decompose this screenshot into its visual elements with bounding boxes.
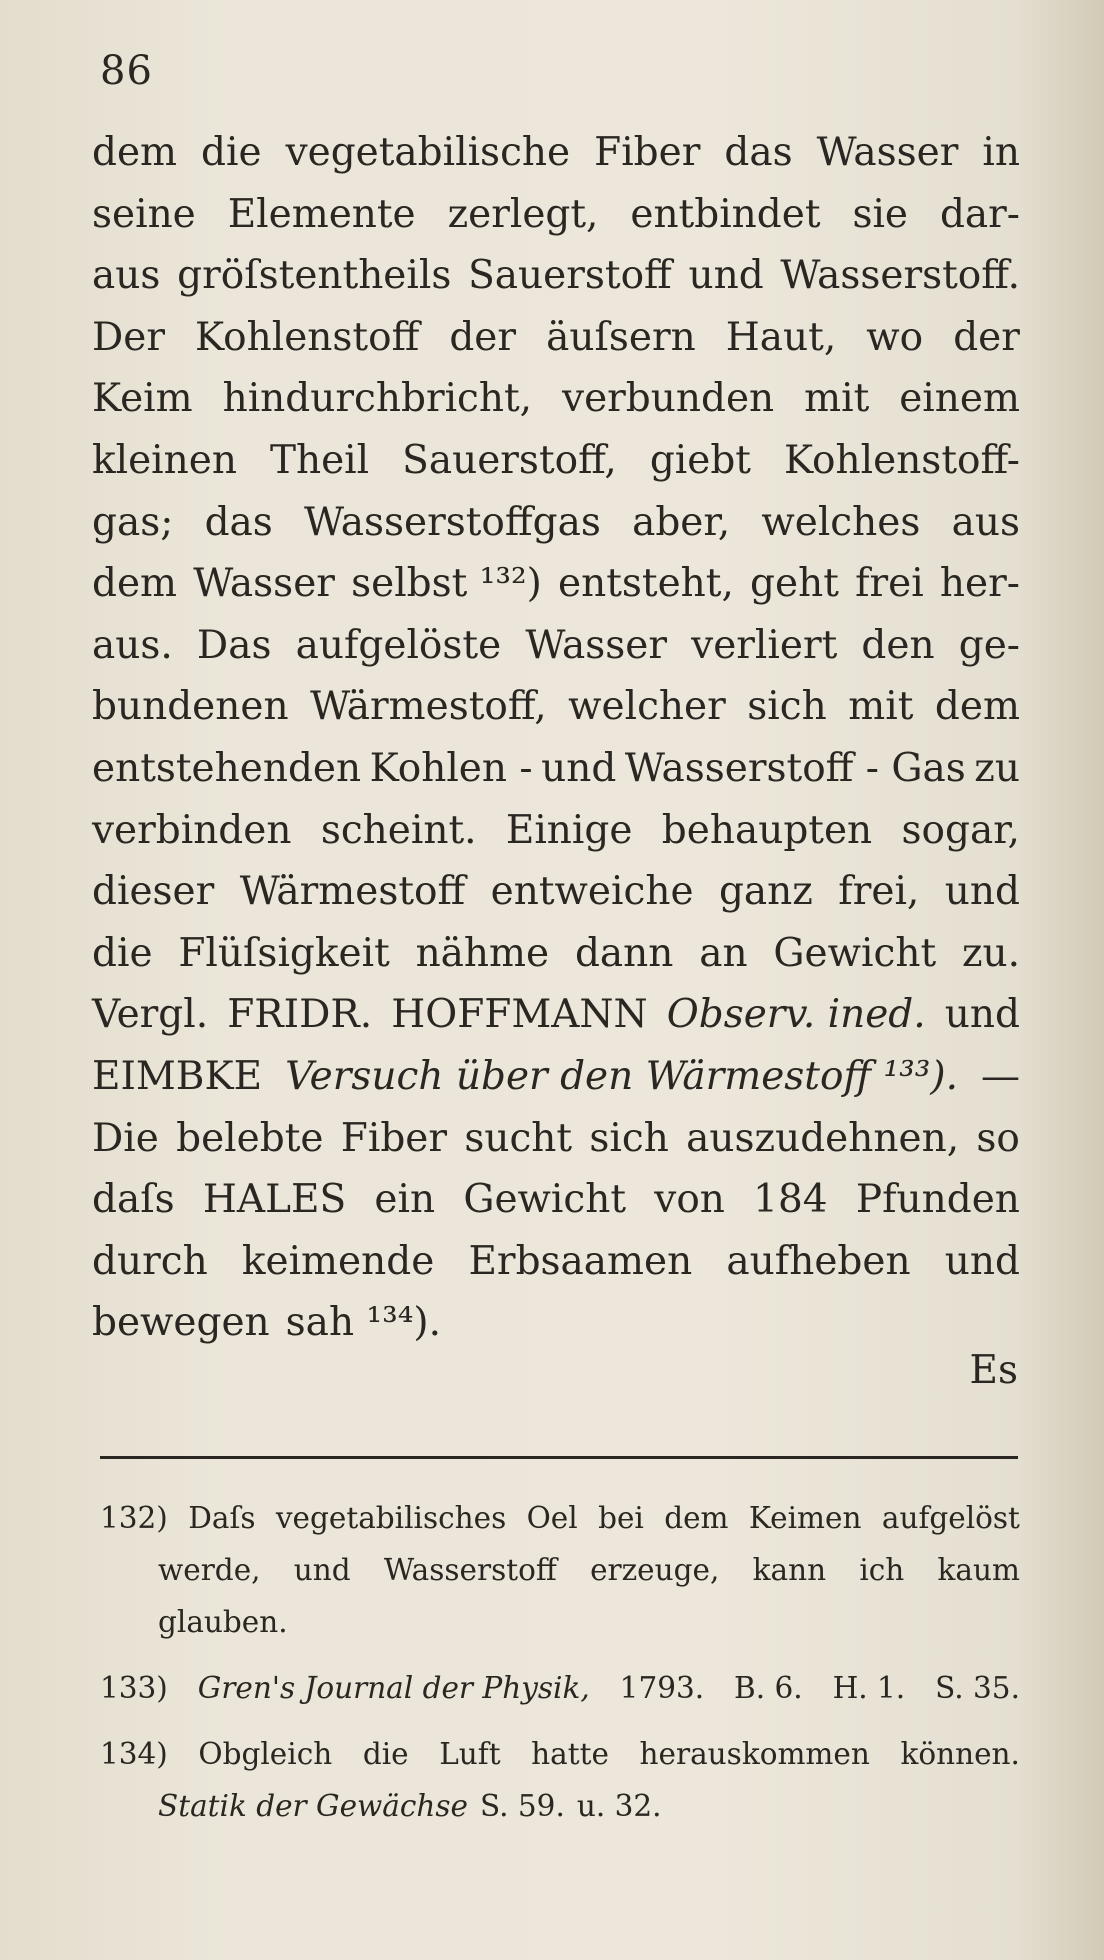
word: Erbsaamen xyxy=(468,1238,693,1284)
word: bundenen xyxy=(92,684,289,730)
word: scheint. xyxy=(320,807,477,853)
text-line xyxy=(92,368,1020,430)
word: durch xyxy=(92,1238,208,1284)
word: keimende xyxy=(241,1238,435,1284)
word: hatte xyxy=(531,1737,609,1771)
word: und xyxy=(944,869,1020,915)
word: Daſs xyxy=(188,1501,256,1535)
word: aus. xyxy=(92,622,173,668)
word: in xyxy=(982,130,1020,175)
word: 132) xyxy=(100,1501,168,1535)
word: Sauerstoff xyxy=(468,253,672,299)
word: das xyxy=(204,499,273,545)
word: u. 32. xyxy=(576,1789,662,1823)
text-line xyxy=(92,1108,1020,1170)
word: geht xyxy=(750,561,839,607)
word: 1793. xyxy=(619,1671,705,1705)
text-line xyxy=(92,1231,1020,1293)
word: FRIDR. xyxy=(227,992,373,1038)
word: Pfunden xyxy=(855,1177,1020,1223)
footnote-line xyxy=(100,1596,1020,1648)
word: EIMBKE xyxy=(92,1053,263,1099)
word: HOFFMANN xyxy=(391,992,648,1038)
text-line xyxy=(92,615,1020,677)
word: sucht xyxy=(464,1115,573,1161)
catchword: Es xyxy=(969,1348,1018,1393)
word: dar- xyxy=(939,191,1020,237)
word: S. 59. xyxy=(480,1789,565,1823)
word: sich xyxy=(747,684,827,730)
word: nähme xyxy=(415,930,550,976)
word: seine xyxy=(92,191,196,237)
word: HALES xyxy=(202,1177,347,1223)
word: selbst ¹³²) xyxy=(351,561,542,607)
word: das xyxy=(724,130,793,175)
word: dem xyxy=(92,130,178,175)
word: verbunden xyxy=(562,376,775,422)
word: Wasser xyxy=(816,130,959,175)
text-line xyxy=(92,800,1020,862)
word: aufgelöste xyxy=(295,622,502,668)
word: ge- xyxy=(958,622,1020,668)
text-line xyxy=(92,122,1020,184)
text-line xyxy=(92,245,1020,307)
word: aufgelöst xyxy=(881,1501,1020,1535)
word: Das xyxy=(196,622,272,668)
word: Versuch über den Wärmestoff ¹³³). xyxy=(285,1053,958,1099)
word: Wasser xyxy=(193,561,335,607)
word: entweiche xyxy=(490,869,694,915)
word: vegetabilisches xyxy=(275,1501,507,1535)
word: und xyxy=(944,992,1020,1038)
text-line xyxy=(92,923,1020,985)
word: glauben. xyxy=(158,1605,288,1639)
word: sogar, xyxy=(901,807,1020,853)
word: die xyxy=(92,930,153,976)
word: mit xyxy=(848,684,914,730)
word: vegetabilische xyxy=(285,130,571,175)
word: und xyxy=(293,1553,351,1587)
word: und xyxy=(944,1238,1020,1284)
word: dann xyxy=(574,930,674,976)
word: belebte xyxy=(176,1115,324,1161)
footnote-line xyxy=(100,1728,1020,1780)
word: entsteht, xyxy=(558,561,734,607)
word: aus xyxy=(92,253,161,299)
word: Die xyxy=(92,1115,159,1161)
footnote-133 xyxy=(100,1662,1020,1714)
word: aber, xyxy=(632,499,731,545)
word: Theil xyxy=(269,437,370,483)
word: aus xyxy=(951,499,1020,545)
word: einem xyxy=(899,376,1020,422)
word: — xyxy=(981,1053,1020,1099)
word: entstehenden xyxy=(92,745,362,791)
word: von xyxy=(654,1177,725,1223)
word: Statik der Gewächse xyxy=(158,1789,468,1823)
word: Haut, xyxy=(725,314,837,360)
text-line xyxy=(92,676,1020,738)
word: giebt xyxy=(649,437,751,483)
word: mit xyxy=(804,376,870,422)
word: Observ. ined. xyxy=(666,992,926,1038)
text-line xyxy=(92,1046,1020,1108)
word: den xyxy=(861,622,935,668)
word: frei xyxy=(855,561,924,607)
text-line xyxy=(92,861,1020,923)
word: an xyxy=(699,930,748,976)
word: B. 6. xyxy=(734,1671,803,1705)
word: Gewicht xyxy=(773,930,937,976)
word: Fiber xyxy=(340,1115,448,1161)
text-line xyxy=(92,738,1020,800)
word: und xyxy=(688,253,764,299)
word: Wasserstoffgas xyxy=(304,499,601,545)
word: dem xyxy=(934,684,1020,730)
word: entbindet xyxy=(630,191,821,237)
word: gas; xyxy=(92,499,174,545)
word: Fiber xyxy=(594,130,701,175)
word: Sauerstoff, xyxy=(402,437,617,483)
word: können. xyxy=(900,1737,1020,1771)
word: H. 1. xyxy=(832,1671,906,1705)
word: aufheben xyxy=(726,1238,911,1284)
word: verbinden xyxy=(92,807,292,853)
word: die xyxy=(201,130,262,175)
word: Vergl. xyxy=(92,992,209,1038)
text-line xyxy=(92,430,1020,492)
word: erzeuge, xyxy=(590,1553,720,1587)
word: Gewicht xyxy=(463,1177,627,1223)
footnote-132 xyxy=(100,1492,1020,1648)
word: verliert xyxy=(691,622,838,668)
word: die xyxy=(362,1737,409,1771)
word: ein xyxy=(374,1177,436,1223)
word: Luft xyxy=(439,1737,501,1771)
footnote-line xyxy=(100,1662,1020,1714)
footnote-divider xyxy=(100,1456,1018,1459)
word: daſs xyxy=(92,1177,175,1223)
text-line xyxy=(92,984,1020,1046)
word: Wasserstoff - Gas xyxy=(624,745,966,791)
word: her- xyxy=(939,561,1020,607)
footnote-134 xyxy=(100,1728,1020,1832)
word: äuſsern xyxy=(546,314,696,360)
word: Keim xyxy=(92,376,193,422)
word: Oel xyxy=(526,1501,578,1535)
word: sah ¹³⁴). xyxy=(285,1300,441,1346)
word: 134) xyxy=(100,1737,168,1771)
word: Einige xyxy=(505,807,633,853)
word: Wasserstoff xyxy=(383,1553,557,1587)
word: gröſstentheils xyxy=(177,253,452,299)
word: wo xyxy=(866,314,924,360)
word: S. 35. xyxy=(935,1671,1020,1705)
word: herauskommen xyxy=(639,1737,870,1771)
word: Flüſsigkeit xyxy=(178,930,390,976)
word: welches xyxy=(761,499,921,545)
word: welcher xyxy=(568,684,726,730)
text-line xyxy=(92,1169,1020,1231)
word: dem xyxy=(92,561,178,607)
word: ganz xyxy=(718,869,813,915)
word: und xyxy=(541,745,617,791)
word: so xyxy=(976,1115,1020,1161)
footnotes xyxy=(100,1492,1020,1846)
page-number: 86 xyxy=(100,48,153,94)
word: bewegen xyxy=(92,1300,270,1346)
word: Wasserstoff. xyxy=(780,253,1020,299)
word: der xyxy=(449,314,517,360)
word: bei xyxy=(598,1501,644,1535)
body-text xyxy=(92,122,1020,1354)
word: zu xyxy=(974,745,1020,791)
word: werde, xyxy=(158,1553,261,1587)
word: Gren's Journal der Physik, xyxy=(197,1671,590,1705)
word: kaum xyxy=(937,1553,1020,1587)
text-line xyxy=(92,1292,1020,1354)
word: Der xyxy=(92,314,165,360)
word: zu. xyxy=(961,930,1020,976)
word: zerlegt, xyxy=(447,191,599,237)
word: Kohlenstoff- xyxy=(783,437,1020,483)
word: der xyxy=(953,314,1020,360)
word: sie xyxy=(852,191,909,237)
word: behaupten xyxy=(661,807,873,853)
word: frei, xyxy=(838,869,920,915)
word: Keimen xyxy=(748,1501,862,1535)
text-line xyxy=(92,553,1020,615)
word: ich xyxy=(859,1553,905,1587)
word: Kohlen - xyxy=(369,745,533,791)
word: 184 xyxy=(753,1177,828,1223)
word: kann xyxy=(752,1553,827,1587)
footnote-line xyxy=(100,1780,1020,1832)
word: Wärmestoff xyxy=(239,869,466,915)
word: Kohlenstoff xyxy=(195,314,420,360)
word: sich xyxy=(589,1115,669,1161)
word: 133) xyxy=(100,1671,168,1705)
word: hindurchbricht, xyxy=(222,376,533,422)
text-line xyxy=(92,184,1020,246)
word: Elemente xyxy=(227,191,416,237)
word: Wasser xyxy=(525,622,668,668)
word: kleinen xyxy=(92,437,237,483)
footnote-line xyxy=(100,1544,1020,1596)
word: Wärmestoff, xyxy=(310,684,547,730)
word: Obgleich xyxy=(198,1737,333,1771)
footnote-line xyxy=(100,1492,1020,1544)
word: dem xyxy=(664,1501,729,1535)
text-line xyxy=(92,492,1020,554)
word: auszudehnen, xyxy=(686,1115,960,1161)
word: dieser xyxy=(92,869,215,915)
text-line xyxy=(92,307,1020,369)
